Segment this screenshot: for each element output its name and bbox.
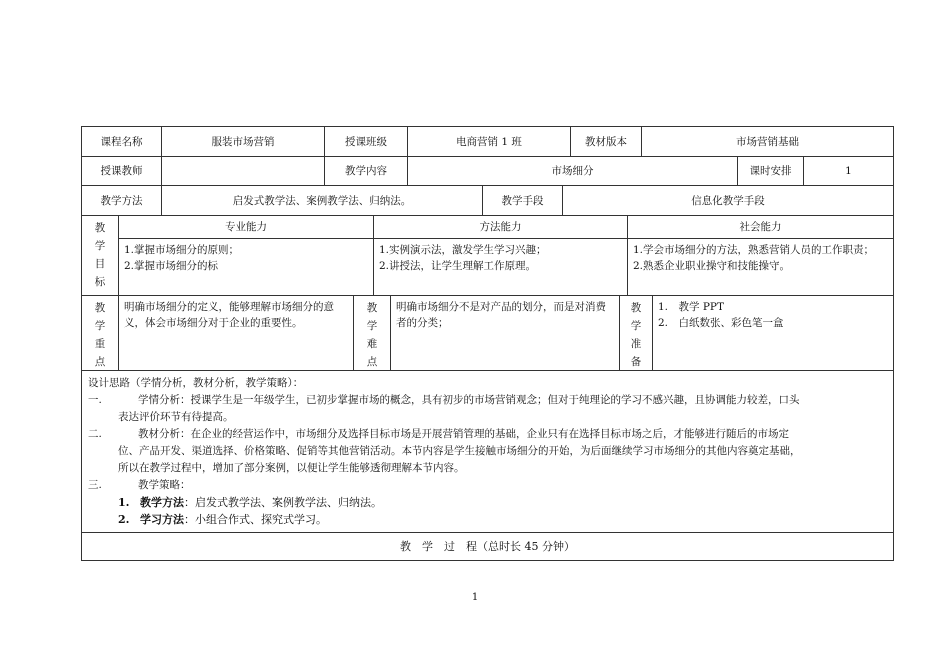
teacher-label: 授课教师	[82, 157, 162, 186]
means-value: 信息化教学手段	[563, 186, 893, 216]
list-item: 1.实例演示法，激发学生学习兴趣；	[379, 244, 547, 256]
means-label: 教学手段	[483, 186, 563, 216]
difficult-points-text: 明确市场细分不是对产品的划分，而是对消费者的分类；	[391, 296, 620, 371]
method-ability-header: 方法能力	[374, 216, 628, 239]
course-name-value: 服装市场营销	[162, 127, 325, 157]
process-title: 教 学 过 程（总时长 45 分钟）	[400, 539, 575, 553]
textbook-analysis: 教材分析：在企业的经营运作中，市场细分及选择目标市场是开展营销管理的基础，企业只有在选择目标市场之后，才能够进行随后的市场定	[138, 428, 789, 440]
difficult-points-label: 教 学 难 点	[354, 296, 391, 371]
textbook-analysis-cont1: 位、产品开发、渠道选择、价格策略、促销等其他营销活动。本节内容是学生接触市场细分的开始，为后面继续学习市场细分的其他内容奠定基础，	[118, 445, 801, 457]
list-item: 2. 白纸数张、彩色笔一盒	[658, 317, 784, 329]
preparation-items	[653, 296, 893, 371]
design-ideas	[82, 371, 893, 533]
social-items	[628, 239, 893, 296]
content-value: 市场细分	[408, 157, 738, 186]
course-name-label: 课程名称	[82, 127, 162, 157]
preparation-label: 教 学 准 备	[620, 296, 653, 371]
key-points-label: 教 学 重 点	[82, 296, 119, 371]
hours-label: 课时安排	[738, 157, 804, 186]
student-analysis: 学情分析：授课学生是一年级学生，已初步掌握市场的概念，具有初步的市场营销观念；但对于纯理论的学习不感兴趣，且协调能力较差，口头	[138, 394, 800, 406]
content-label: 教学内容	[325, 157, 408, 186]
goals-label: 教 学 目 标	[82, 216, 119, 296]
list-item: 1. 教学 PPT	[658, 301, 724, 313]
strategy-teaching: 1. 教学方法 ：启发式教学法、案例教学法、归纳法。	[118, 496, 382, 509]
textbook-analysis-cont2: 所以在教学过程中，增加了部分案例，以便让学生能够透彻理解本节内容。	[118, 462, 465, 474]
method-ability-items	[374, 239, 628, 296]
class-label: 授课班级	[325, 127, 408, 157]
page-number: 1	[471, 592, 479, 603]
strategy-heading: 教学策略：	[138, 479, 191, 491]
textbook-value: 市场营销基础	[642, 127, 893, 157]
textbook-label: 教材版本	[571, 127, 642, 157]
class-value: 电商营销 1 班	[408, 127, 571, 157]
strategy-learning: 2. 学习方法 ：小组合作式、探究式学习。	[118, 513, 327, 526]
list-item: 1.掌握市场细分的原则；	[124, 244, 240, 256]
list-item: 2.掌握市场细分的标	[124, 260, 219, 272]
item-number: 一.	[88, 394, 102, 406]
lesson-plan-table	[81, 126, 894, 561]
design-title: 设计思路（学情分析，教材分析，教学策略）：	[88, 377, 304, 389]
professional-items	[119, 239, 374, 296]
method-label: 教学方法	[82, 186, 162, 216]
list-item: 2.讲授法，让学生理解工作原理。	[379, 260, 537, 272]
social-header: 社会能力	[628, 216, 893, 239]
student-analysis-cont: 表达评价环节有待提高。	[118, 411, 234, 423]
item-number: 三.	[88, 479, 102, 491]
key-points-text: 明确市场细分的定义，能够理解市场细分的意义，体会市场细分对于企业的重要性。	[119, 296, 354, 371]
list-item: 2.熟悉企业职业操守和技能操守。	[633, 260, 791, 272]
item-number: 二.	[88, 428, 102, 440]
method-value: 启发式教学法、案例教学法、归纳法。	[162, 186, 483, 216]
professional-header: 专业能力	[119, 216, 374, 239]
hours-value: 1	[804, 157, 893, 186]
list-item: 1.学会市场细分的方法，熟悉营销人员的工作职责；	[633, 244, 875, 256]
teacher-value	[162, 157, 325, 186]
